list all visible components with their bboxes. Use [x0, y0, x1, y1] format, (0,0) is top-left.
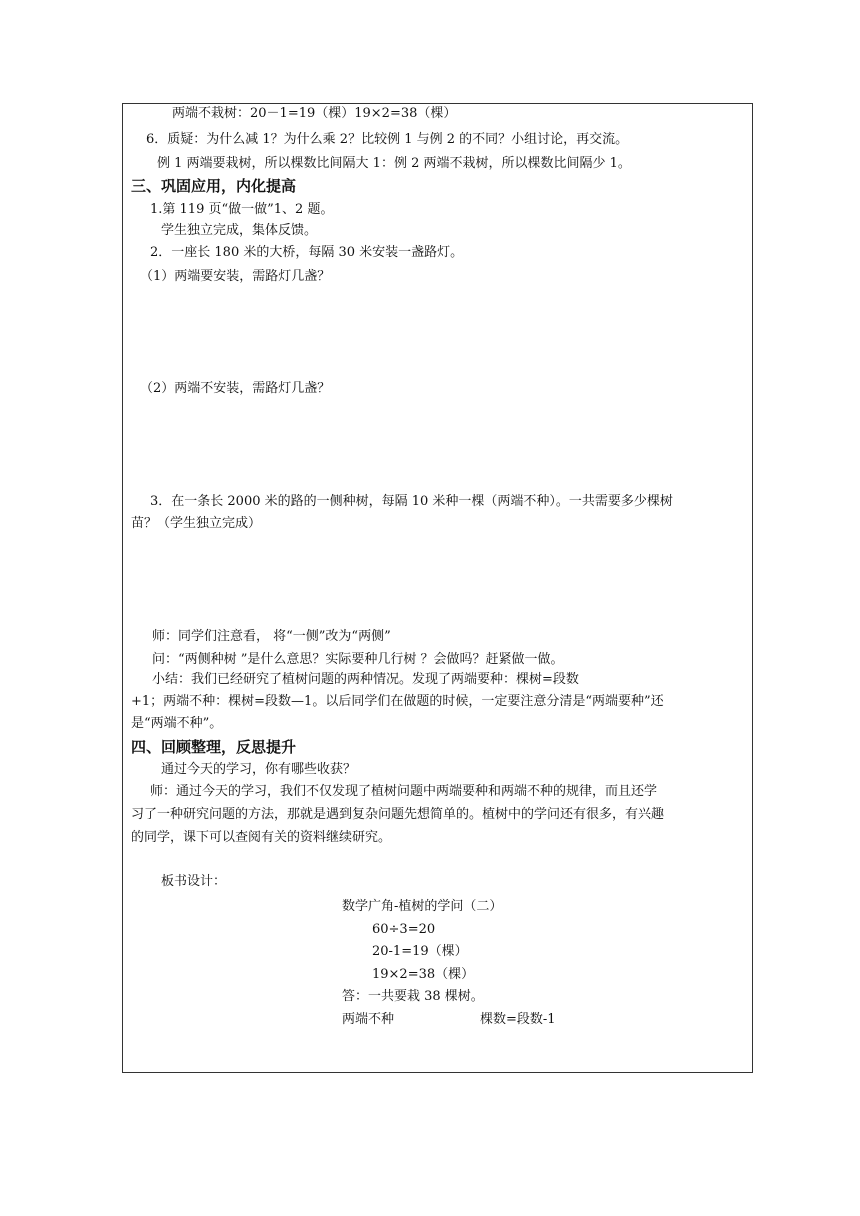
- board-line: 两端不种: [342, 1012, 395, 1027]
- section-heading: 四、回顾整理，反思提升: [131, 738, 297, 756]
- text-line: 的同学，课下可以查阅有关的资料继续研究。: [131, 830, 392, 845]
- text-line: 两端不栽树：20－1=19（棵）19×2=38（棵）: [172, 106, 457, 121]
- text-line: 习了一种研究问题的方法，那就是遇到复杂问题先想简单的。植树中的学问还有很多，有兴趣: [131, 807, 665, 822]
- text-line: （2）两端不安装，需路灯几盏？: [140, 381, 331, 396]
- text-line: （1）两端要安装，需路灯几盏？: [140, 269, 331, 284]
- text-line: +1；两端不种：棵树=段数—1。以后同学们在做题的时候，一定要注意分清是“两端要种”还: [131, 694, 664, 709]
- text-line: 通过今天的学习，你有哪些收获？: [161, 762, 357, 777]
- board-line: 19×2=38（棵）: [372, 967, 475, 982]
- text-line: 是“两端不种”。: [131, 716, 223, 731]
- board-line: 棵数=段数-1: [480, 1012, 556, 1027]
- text-line: 板书设计：: [161, 874, 227, 889]
- section-heading: 三、巩固应用，内化提高: [131, 177, 297, 195]
- board-line: 20-1=19（棵）: [372, 944, 468, 959]
- text-line: 小结：我们已经研究了植树问题的两种情况。发现了两端要种：棵树=段数: [152, 672, 579, 687]
- board-title: 数学广角-植树的学问（二）: [342, 899, 503, 914]
- board-line: 60÷3=20: [372, 922, 436, 937]
- text-line: 1.第 119 页“做一做”1、2 题。: [150, 202, 334, 217]
- text-line: 师：通过今天的学习，我们不仅发现了植树问题中两端要种和两端不种的规律，而且还学: [150, 784, 658, 799]
- text-line: 问：“两侧种树 ”是什么意思？实际要种几行树 ？会做吗？赶紧做一做。: [152, 652, 564, 667]
- text-line: 师：同学们注意看， 将“一侧”改为“两侧”: [152, 629, 391, 644]
- text-line: 6．质疑：为什么减 1？为什么乘 2？比较例 1 与例 2 的不同？小组讨论，再交流。: [146, 132, 629, 147]
- text-line: 苗？（学生独立完成）: [131, 516, 262, 531]
- board-line: 答：一共要栽 38 棵树。: [342, 989, 484, 1004]
- text-line: 2．一座长 180 米的大桥，每隔 30 米安装一盏路灯。: [150, 245, 464, 260]
- text-line: 学生独立完成，集体反馈。: [161, 223, 318, 238]
- text-line: 例 1 两端要栽树，所以棵数比间隔大 1：例 2 两端不栽树，所以棵数比间隔少 1。: [157, 156, 631, 171]
- text-line: 3．在一条长 2000 米的路的一侧种树，每隔 10 米种一棵（两端不种）。一共需要多少棵树: [150, 494, 673, 509]
